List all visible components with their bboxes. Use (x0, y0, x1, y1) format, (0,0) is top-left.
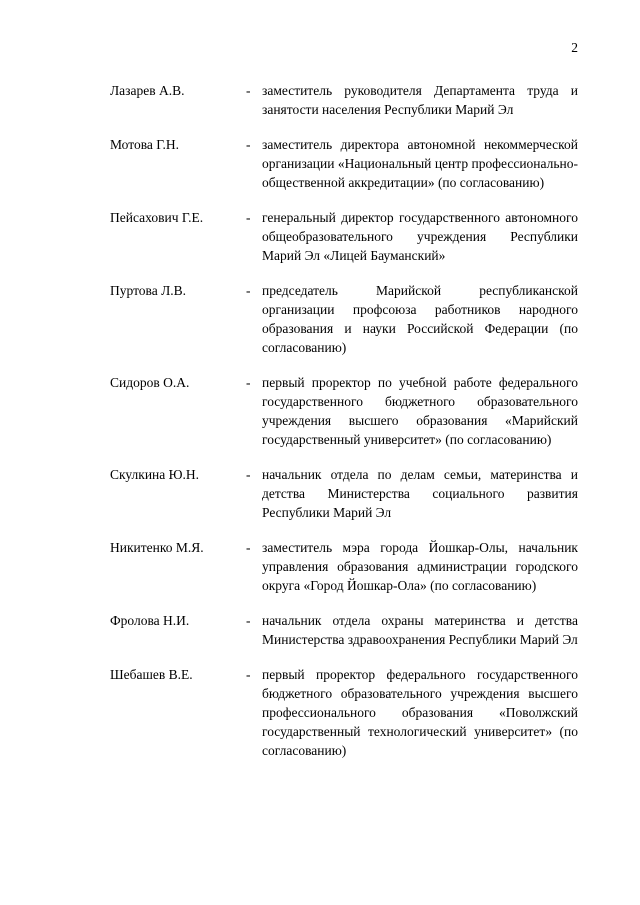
list-entry (110, 465, 578, 522)
list-entry (110, 373, 578, 449)
dash-separator: - (246, 210, 251, 225)
list-entry (110, 538, 578, 595)
entry-description: начальник отдела охраны материнства и детства Министерства здравоохранения Республики Марий Эл (262, 613, 578, 647)
dash-separator: - (246, 467, 251, 482)
dash-separator: - (246, 283, 251, 298)
entry-description: первый проректор по учебной работе федерального государственного бюджетного образовательного учреждения высшего образования «Марийский государственный университет» (по согласованию) (262, 375, 578, 447)
entry-description: начальник отдела по делам семьи, материнства и детства Министерства социального развития Республики Марий Эл (262, 467, 578, 520)
entry-name: Лазарев А.В. (110, 83, 185, 98)
entry-description: заместитель руководителя Департамента труда и занятости населения Республики Марий Эл (262, 83, 578, 117)
entry-name: Сидоров О.А. (110, 375, 190, 390)
dash-separator: - (246, 540, 251, 555)
list-entry (110, 611, 578, 649)
dash-separator: - (246, 613, 251, 628)
entry-name: Никитенко М.Я. (110, 540, 204, 555)
entry-description: председатель Марийской республиканской организации профсоюза работников народного образования и науки Российской Федерации (по согласованию) (262, 283, 578, 355)
dash-separator: - (246, 83, 251, 98)
list-entry (110, 135, 578, 192)
list-entry (110, 665, 578, 760)
list-entry (110, 81, 578, 119)
entry-name: Мотова Г.Н. (110, 137, 180, 152)
entry-description: первый проректор федерального государственного бюджетного образовательного учреждения высшего профессионального образования «Поволжский государственный технологический университет» (по согласованию) (262, 667, 578, 758)
dash-separator: - (246, 667, 251, 682)
entry-description: заместитель мэра города Йошкар-Олы, начальник управления образования администрации городского округа «Город Йошкар-Ола» (по согласованию) (262, 540, 578, 593)
entry-name: Пейсахович Г.Е. (110, 210, 204, 225)
dash-separator: - (246, 137, 251, 152)
entry-description: заместитель директора автономной некоммерческой организации «Национальный центр профессионально-общественной аккредитации» (по согласованию) (262, 137, 578, 190)
entry-name: Пуртова Л.В. (110, 283, 187, 298)
page-number: 2 (571, 40, 578, 55)
list-entry (110, 208, 578, 265)
dash-separator: - (246, 375, 251, 390)
list-entry (110, 281, 578, 357)
entry-description: генеральный директор государственного автономного общеобразовательного учреждения Республики Марий Эл «Лицей Бауманский» (262, 210, 578, 263)
entry-name: Шебашев В.Е. (110, 667, 193, 682)
entry-name: Фролова Н.И. (110, 613, 190, 628)
entry-name: Скулкина Ю.Н. (110, 467, 200, 482)
